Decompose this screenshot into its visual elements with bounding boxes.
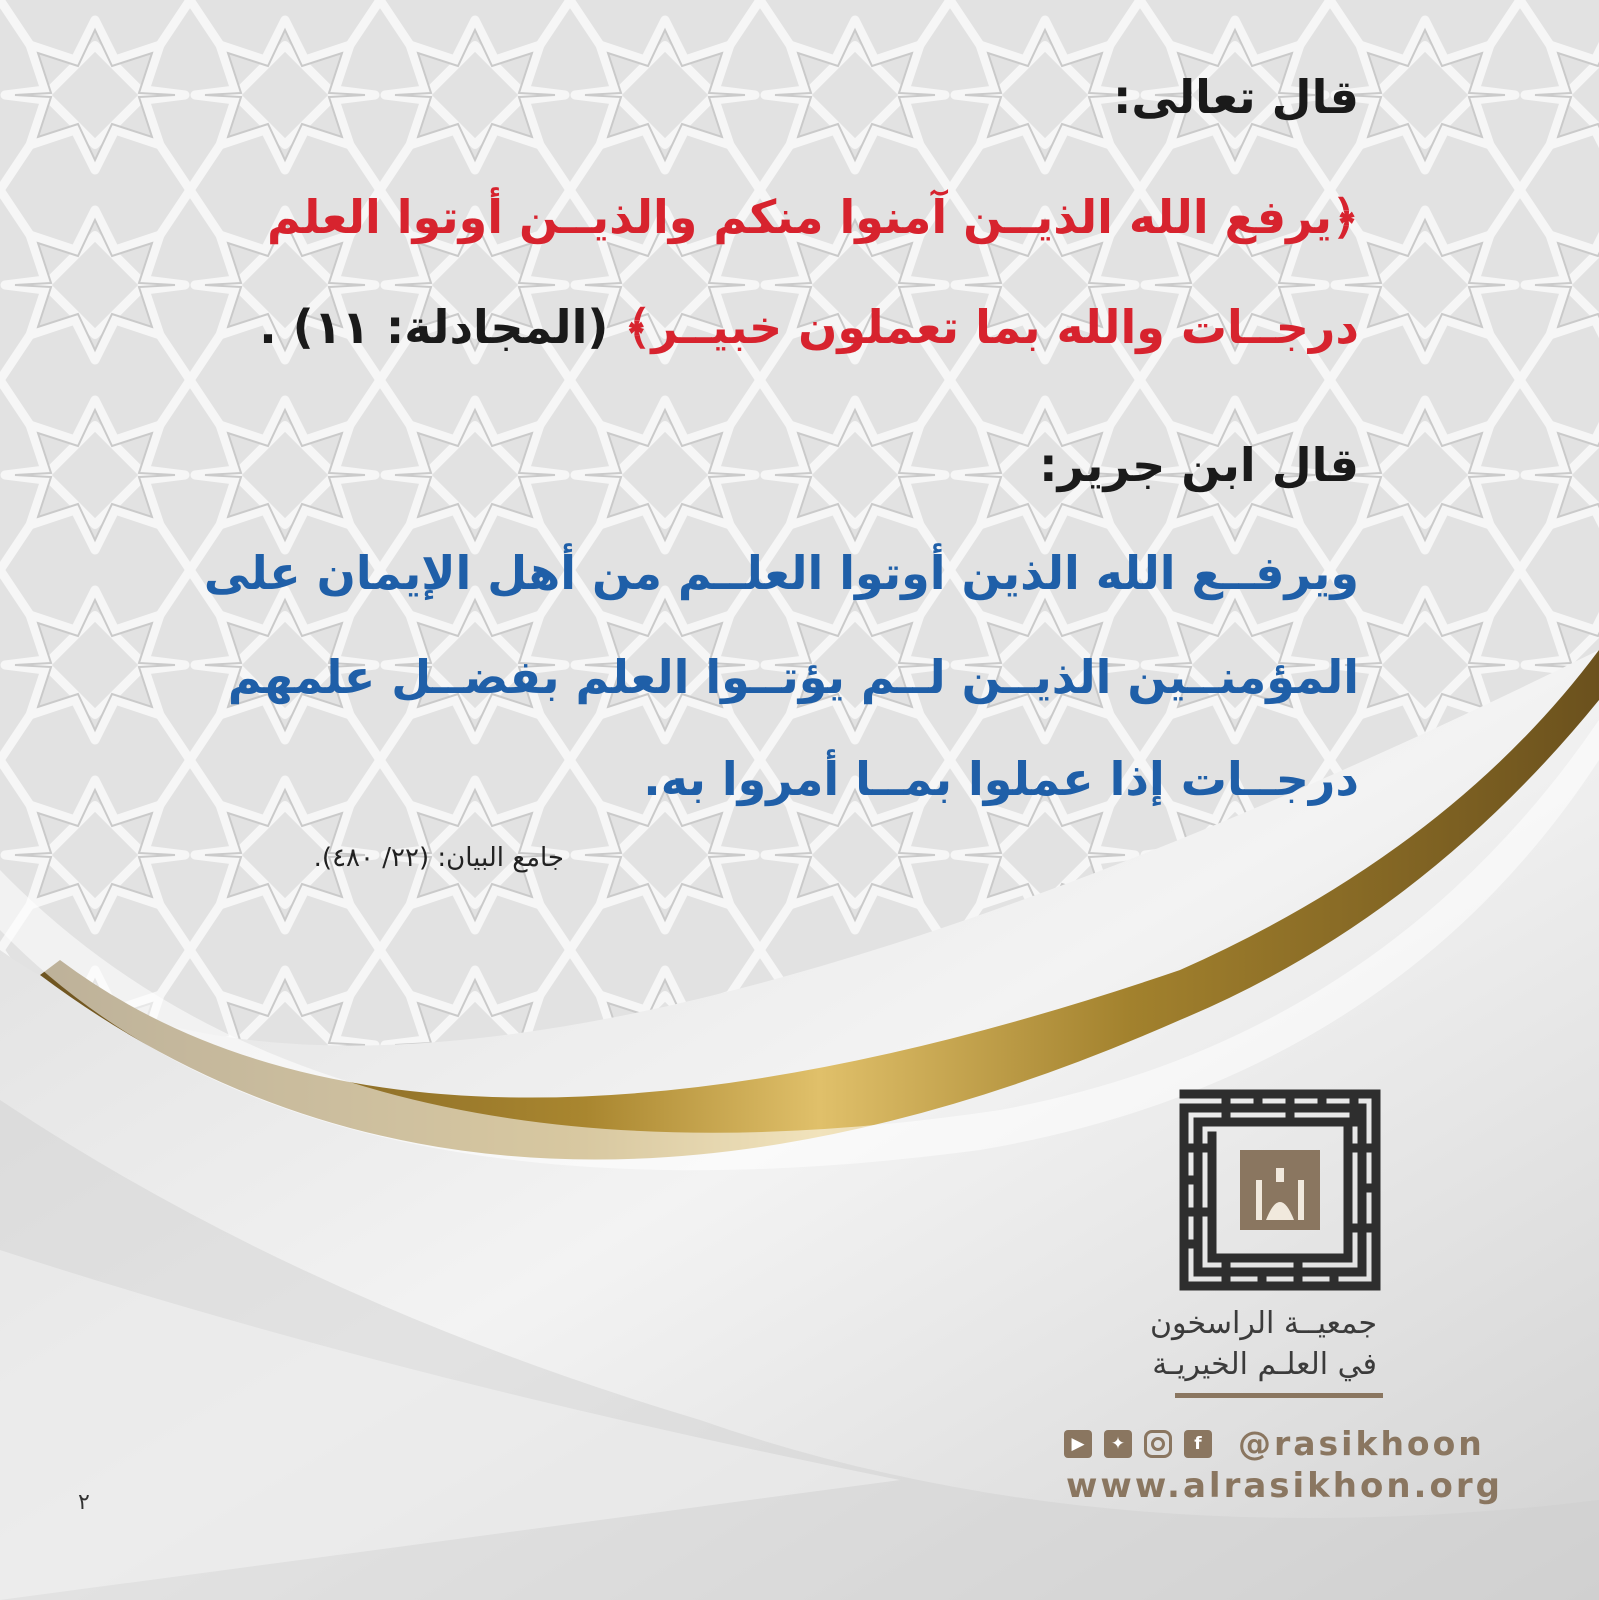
youtube-icon[interactable]: ▶: [1064, 1430, 1092, 1458]
heading-qala-taala: قال تعالى:: [1112, 70, 1359, 124]
verse-reference: (المجادلة: ١١) .: [259, 300, 625, 354]
source-citation: جامع البيان: (٢٢/ ٤٨٠).: [313, 843, 564, 873]
quran-verse-line-1: ﴿يرفع الله الذيــن آمنوا منكم والذيــن أوتوا العلم: [266, 190, 1359, 244]
tafsir-line-1: ويرفــع الله الذين أوتوا العلــم من أهل الإيمان على: [203, 546, 1359, 600]
twitter-icon[interactable]: ✦: [1104, 1430, 1132, 1458]
tafsir-line-3: درجــات إذا عملوا بمــا أمروا به.: [643, 752, 1359, 806]
facebook-icon[interactable]: f: [1184, 1430, 1212, 1458]
website-link[interactable]: www.alrasikhon.org: [1066, 1466, 1503, 1506]
instagram-icon[interactable]: [1144, 1430, 1172, 1458]
organization-name-line-2: في العلـم الخيريـة: [1152, 1347, 1377, 1382]
organization-divider: [1175, 1393, 1383, 1398]
social-handle[interactable]: @rasikhoon: [1238, 1424, 1485, 1463]
quran-verse-line-2-text: درجــات والله بما تعملون خبيــر﴾: [624, 300, 1359, 354]
tafsir-line-2: المؤمنــين الذيــن لــم يؤتــوا العلم بفضــل علمهم: [227, 650, 1359, 704]
organization-name-line-1: جمعيــة الراسخون: [1149, 1306, 1377, 1341]
page-number: ٢: [78, 1490, 90, 1515]
heading-ibn-jarir: قال ابن جرير:: [1039, 438, 1359, 492]
square-kufic-logo: [1178, 1088, 1382, 1292]
social-links: [1064, 1424, 1485, 1463]
quran-verse-line-2: [259, 300, 1359, 354]
